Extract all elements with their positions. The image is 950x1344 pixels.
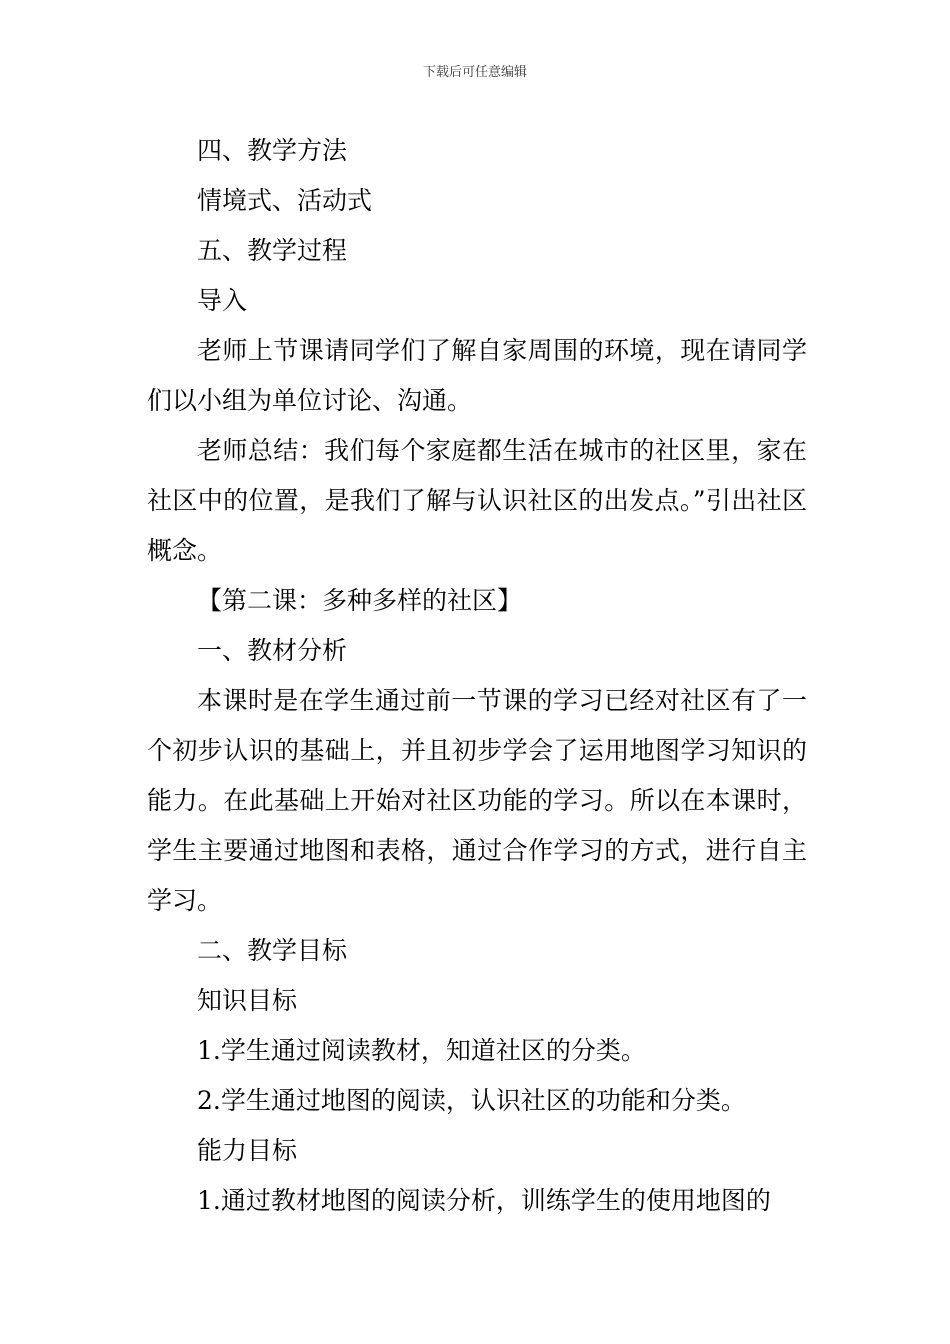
paragraph-material-analysis: 本课时是在学生通过前一节课的学习已经对社区有了一个初步认识的基础上，并且初步学会了运用地图学习知识的能力。在此基础上开始对社区功能的学习。所以在本课时，学生主要通过地图和表格，通过合作学习的方式，进行自主学习。 (147, 686, 807, 915)
list-item-ability-1: 1.通过教材地图的阅读分析，训练学生的使用地图的 (197, 1186, 771, 1215)
list-item-knowledge-1: 1.学生通过阅读教材，知道社区的分类。 (197, 1036, 646, 1065)
subheading-knowledge-goals: 知识目标 (197, 986, 298, 1015)
section-heading-material-analysis: 一、教材分析 (197, 636, 348, 665)
section-heading-teaching-methods: 四、教学方法 (197, 136, 348, 165)
paragraph-intro-discussion: 老师上节课请同学们了解自家周围的环境，现在请同学们以小组为单位讨论、沟通。 (147, 336, 807, 415)
paragraph-teacher-summary: 老师总结：我们每个家庭都生活在城市的社区里，家在社区中的位置，是我们了解与认识社区的出发点。”引出社区概念。 (147, 436, 807, 565)
list-item-knowledge-2: 2.学生通过地图的阅读，认识社区的功能和分类。 (197, 1086, 746, 1115)
subheading-introduction: 导入 (197, 286, 248, 315)
page-header: 下载后可任意编辑 (422, 65, 527, 80)
section-heading-teaching-process: 五、教学过程 (197, 236, 348, 265)
document-body (147, 126, 807, 1226)
lesson-title: 【第二课：多种多样的社区】 (197, 586, 523, 615)
section-heading-teaching-goals: 二、教学目标 (197, 936, 348, 965)
subheading-ability-goals: 能力目标 (197, 1136, 298, 1165)
paragraph-methods: 情境式、活动式 (197, 186, 373, 215)
